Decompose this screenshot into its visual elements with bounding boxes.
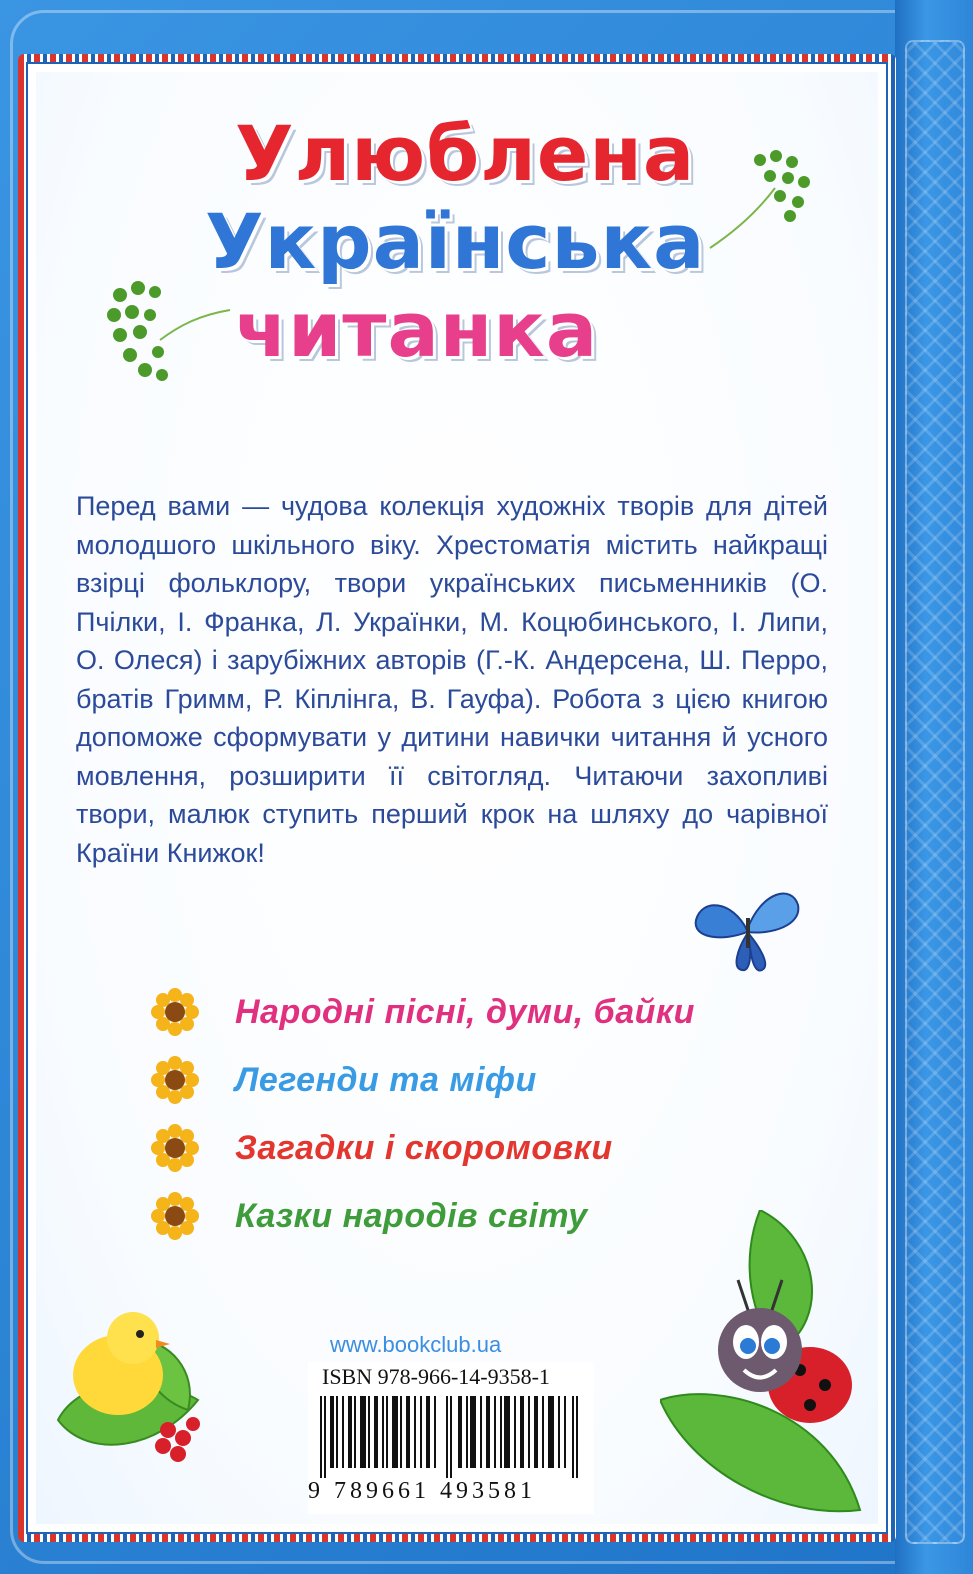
- publisher-website: www.bookclub.ua: [330, 1332, 502, 1357]
- section-label: Загадки і скоромовки: [235, 1128, 613, 1167]
- list-item: [150, 1114, 770, 1182]
- sunflower-icon: [150, 1055, 200, 1105]
- section-label: Народні пісні, думи, байки: [235, 992, 695, 1031]
- sunflower-icon: [150, 1191, 200, 1241]
- cover-edge: [895, 0, 973, 1574]
- book-title: [205, 109, 755, 374]
- sunflower-icon: [150, 1123, 200, 1173]
- isbn-barcode: [308, 1362, 594, 1514]
- ladybug-illustration: [660, 1210, 890, 1540]
- dill-sprig-icon: [100, 270, 240, 390]
- list-item: [150, 1046, 770, 1114]
- title-line-2: Українська: [205, 197, 706, 286]
- title-line-1: Улюблена: [235, 109, 696, 198]
- edge-ornament: [905, 40, 965, 1544]
- section-label: Легенди та міфи: [235, 1060, 537, 1099]
- list-item: [150, 978, 770, 1046]
- chick-illustration: [38, 1300, 208, 1470]
- section-label: Казки народів світу: [235, 1196, 588, 1235]
- butterfly-icon: [692, 880, 802, 980]
- barcode-digits: 9 789661 493581: [308, 1478, 536, 1504]
- title-line-3: читанка: [235, 285, 599, 374]
- barcode-bars: [320, 1396, 582, 1478]
- isbn-label: ISBN 978-966-14-9358-1: [322, 1364, 550, 1389]
- sunflower-icon: [150, 987, 200, 1037]
- book-description: Перед вами — чудова колекція художніх творів для дітей молодшого шкільного віку. Хрестоматія містить найкращі взірці фольклору, твори українських письменників (О. Пчілки, І. Франка, Л. Українки, М. Коцюбинського, І. Липи, О. Олеся) і зарубіжних авторів (Г.-К. Андерсена, Ш. Перро, братів Гримм, Р. Кіплінга, В. Гауфа). Робота з цією книгою допоможе сформувати у дитини навички читання й усного мовлення, розширити її світогляд. Читаючи захопливі твори, малюк ступить перший крок на шляху до чарівної Країни Книжок!: [76, 491, 828, 868]
